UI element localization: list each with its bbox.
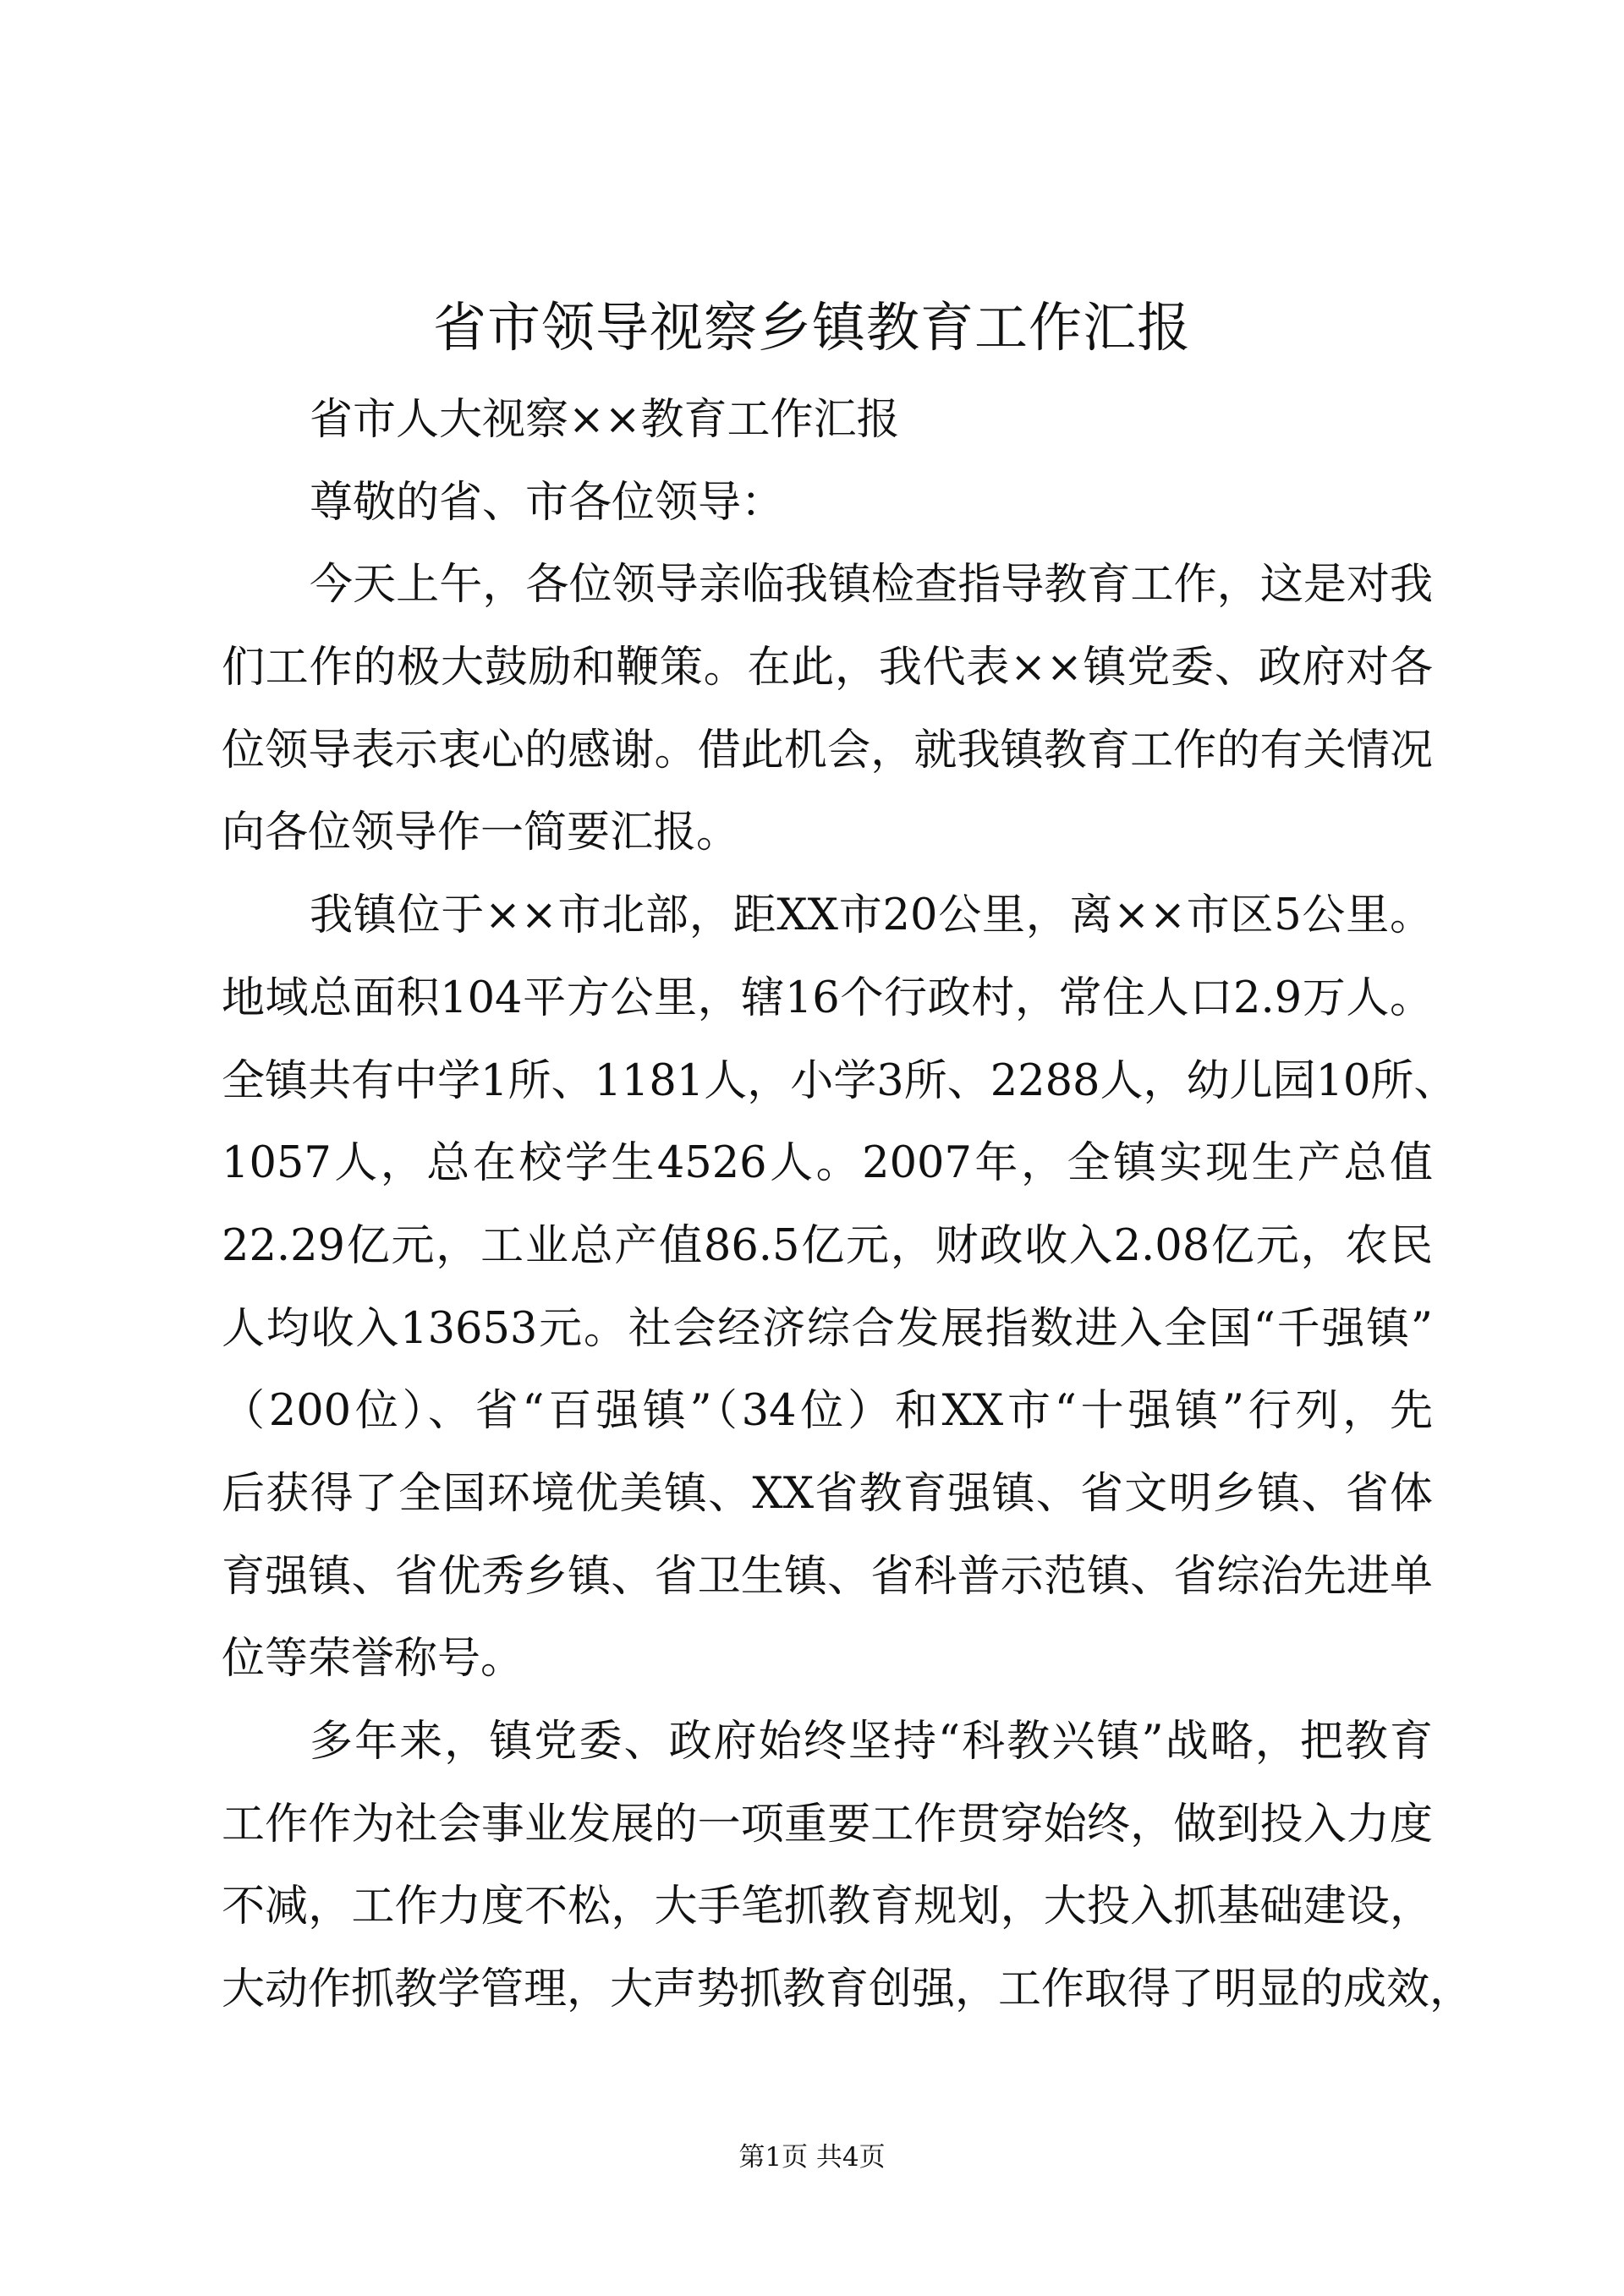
text-line: 人均收入13653元。社会经济综合发展指数进入全国“千强镇” xyxy=(222,1303,1433,1354)
text-line: 位领导表示衷心的感谢。借此机会，就我镇教育工作的有关情况 xyxy=(222,725,1433,775)
text-line: 育强镇、省优秀乡镇、省卫生镇、省科普示范镇、省综治先进单 xyxy=(222,1551,1433,1602)
text-line: （200位）、省“百强镇”（34位）和XX市“十强镇”行列，先 xyxy=(222,1386,1433,1437)
text-line: 不减，工作力度不松，大手笔抓教育规划，大投入抓基础建设， xyxy=(222,1882,1433,1932)
text-line: 多年来，镇党委、政府始终坚持“科教兴镇”战略，把教育 xyxy=(310,1717,1433,1767)
text-line: 工作作为社会事业发展的一项重要工作贯穿始终，做到投入力度 xyxy=(222,1799,1433,1849)
text-line: 大动作抓教学管理，大声势抓教育创强，工作取得了明显的成效， xyxy=(222,1964,1473,2015)
text-line: 后获得了全国环境优美镇、XX省教育强镇、省文明乡镇、省体 xyxy=(222,1468,1433,1519)
text-line: 我镇位于××市北部，距XX市20公里，离××市区5公里。 xyxy=(310,890,1433,941)
subtitle-line: 省市人大视察××教育工作汇报 xyxy=(310,395,900,445)
text-line: 位等荣誉称号。 xyxy=(222,1634,524,1685)
document-body xyxy=(222,379,1473,2031)
document-title: 省市领导视察乡镇教育工作汇报 xyxy=(433,297,1191,359)
page-number: 第1页 共4页 xyxy=(738,2142,886,2173)
salutation-line: 尊敬的省、市各位领导： xyxy=(310,477,785,528)
text-line: 地域总面积104平方公里，辖16个行政村，常住人口2.9万人。 xyxy=(222,973,1433,1023)
text-line: 今天上午，各位领导亲临我镇检查指导教育工作，这是对我 xyxy=(310,560,1433,611)
text-line: 22.29亿元，工业总产值86.5亿元，财政收入2.08亿元，农民 xyxy=(222,1220,1433,1271)
text-line: 向各位领导作一简要汇报。 xyxy=(222,808,740,858)
text-line: 们工作的极大鼓励和鞭策。在此，我代表××镇党委、政府对各 xyxy=(222,643,1433,693)
text-line: 全镇共有中学1所、1181人，小学3所、2288人，幼儿园10所、 xyxy=(222,1055,1457,1106)
text-line: 1057人，总在校学生4526人。2007年，全镇实现生产总值 xyxy=(222,1138,1433,1189)
